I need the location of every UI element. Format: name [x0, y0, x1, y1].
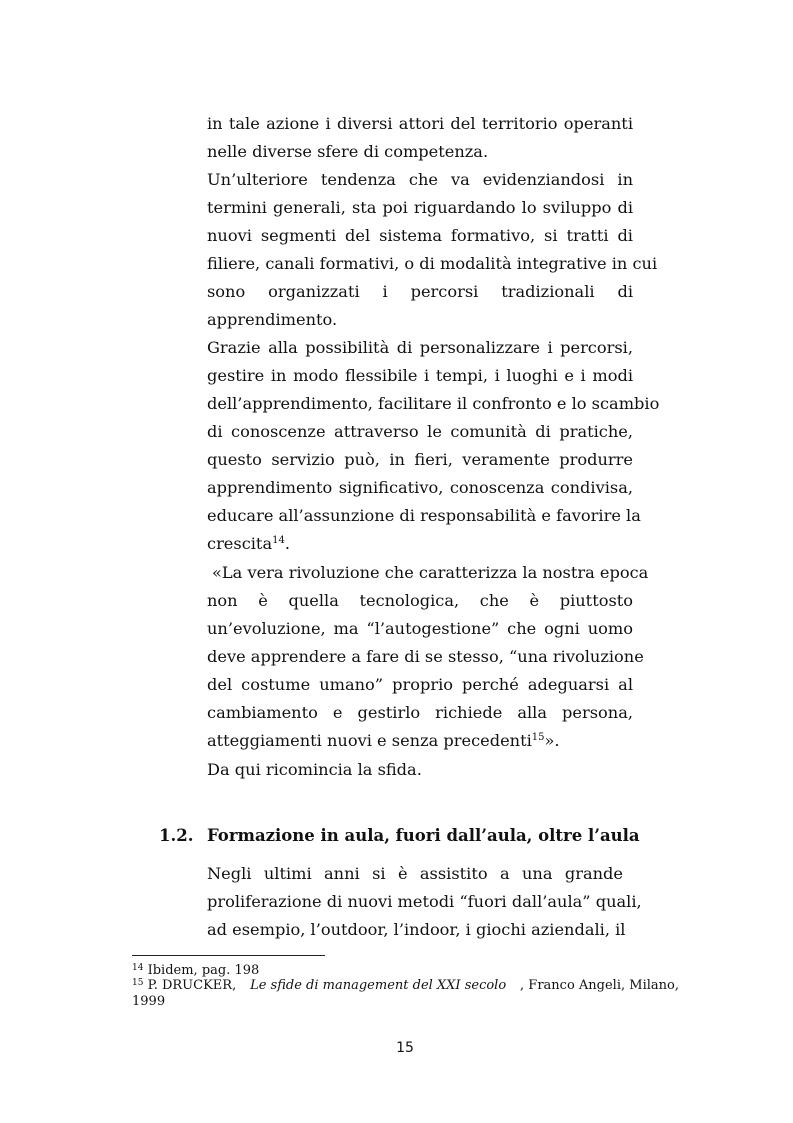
- footnote-ref[interactable]: 15: [531, 732, 545, 743]
- footnote-author: P. DRUCKER,: [147, 978, 237, 993]
- quote-line: «La vera rivoluzione che caratterizza la nostra epoca: [212, 563, 649, 582]
- body-line: nuovi segmenti del sistema formativo, si tratti di: [207, 226, 633, 245]
- quote-line: [207, 731, 560, 751]
- footnote-ref[interactable]: 14: [272, 535, 285, 546]
- footnote-15: [132, 977, 679, 994]
- body-line: apprendimento significativo, conoscenza condivisa,: [207, 478, 633, 497]
- body-line: nelle diverse sfere di competenza.: [207, 142, 489, 161]
- body-line: [207, 534, 290, 554]
- quote-line: non è quella tecnologica, che è piuttosto: [207, 591, 633, 610]
- body-line: questo servizio può, in fieri, veramente produrre: [207, 450, 633, 469]
- body-line: di conoscenze attraverso le comunità di pratiche,: [207, 422, 633, 441]
- body-line: sono organizzati i percorsi tradizionali di: [207, 282, 633, 301]
- footnote-number: 15: [132, 978, 144, 988]
- footnote-publisher: , Franco Angeli, Milano,: [520, 978, 679, 993]
- body-line: dell’apprendimento, facilitare il confronto e lo scambio: [207, 394, 660, 413]
- body-line: Un’ulteriore tendenza che va evidenziandosi in: [207, 170, 633, 189]
- section-title: Formazione in aula, fuori dall’aula, oltre l’aula: [207, 826, 640, 845]
- quote-line-text: atteggiamenti nuovi e senza precedenti: [207, 731, 532, 750]
- footnote-year: 1999: [132, 994, 166, 1009]
- quote-line: del costume umano” proprio perché adeguarsi al: [207, 675, 633, 694]
- quote-line: cambiamento e gestirlo richiede alla persona,: [207, 703, 633, 722]
- quote-line: deve apprendere a fare di se stesso, “una rivoluzione: [207, 647, 644, 666]
- body-line: Grazie alla possibilità di personalizzare i percorsi,: [207, 338, 633, 357]
- body-line: apprendimento.: [207, 310, 338, 329]
- section-line: Negli ultimi anni si è assistito a una grande: [207, 864, 623, 883]
- body-line: Da qui ricomincia la sfida.: [207, 760, 422, 779]
- page-number: 15: [396, 1040, 414, 1056]
- section-number: 1.2.: [159, 826, 194, 845]
- body-line-text: crescita: [207, 534, 273, 553]
- footnote-separator: [132, 955, 325, 956]
- footnote-book-title: Le sfide di management del XXI secolo: [250, 978, 507, 993]
- footnote-number: 14: [132, 963, 144, 973]
- section-line: ad esempio, l’outdoor, l’indoor, i giochi aziendali, il: [207, 920, 626, 939]
- punctuation: ».: [544, 731, 560, 750]
- body-line: termini generali, sta poi riguardando lo sviluppo di: [207, 198, 633, 217]
- body-line: educare all’assunzione di responsabilità e favorire la: [207, 506, 641, 525]
- punctuation: .: [284, 534, 290, 553]
- footnote-text: Ibidem, pag. 198: [147, 963, 260, 978]
- body-line: in tale azione i diversi attori del territorio operanti: [207, 114, 633, 133]
- section-line: proliferazione di nuovi metodi “fuori dall’aula” quali,: [207, 892, 642, 911]
- body-line: filiere, canali formativi, o di modalità integrative in cui: [207, 254, 658, 273]
- footnote-15-head: [132, 977, 236, 994]
- body-line: gestire in modo flessibile i tempi, i luoghi e i modi: [207, 366, 633, 385]
- quote-line: un’evoluzione, ma “l’autogestione” che ogni uomo: [207, 619, 633, 638]
